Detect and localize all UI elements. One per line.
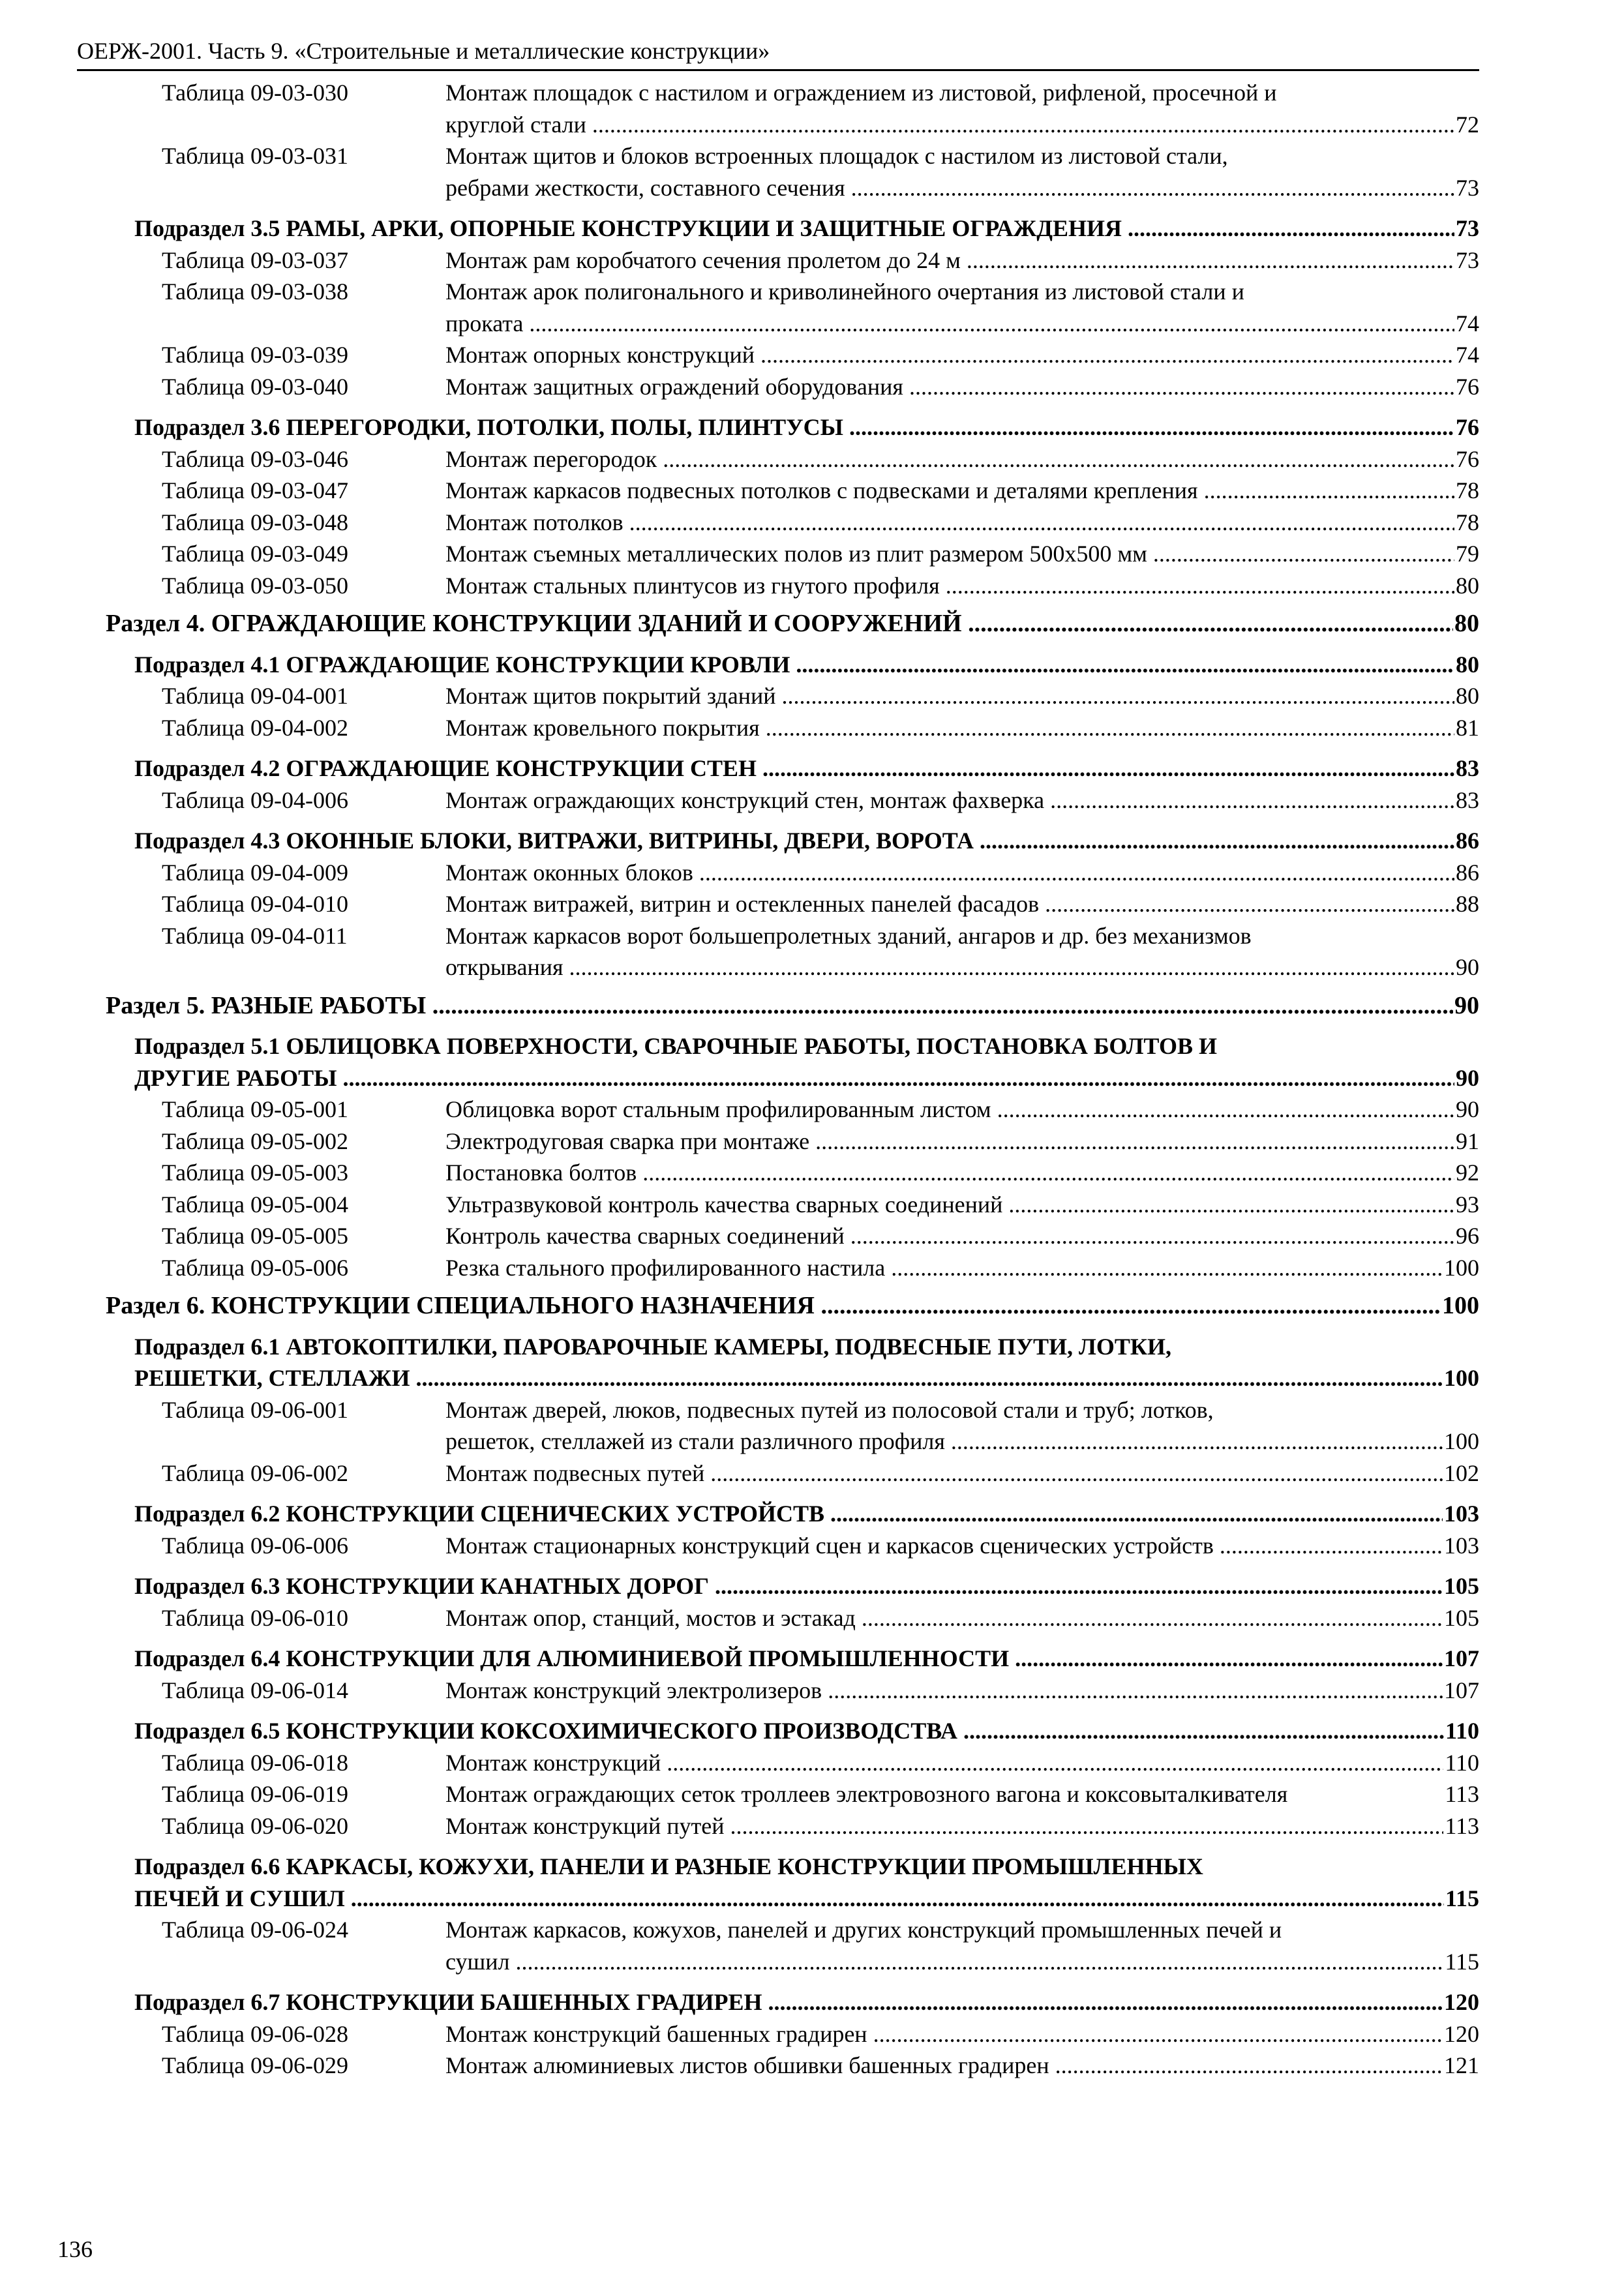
toc-table-entry[interactable] (77, 1914, 1479, 1946)
toc-entry-title: Монтаж арок полигонального и криволинейного очертания из листовой стали и (445, 278, 1244, 305)
toc-table-label: Таблица 09-04-010 (162, 891, 348, 917)
toc-table-entry-continuation[interactable] (77, 172, 1479, 204)
toc-table-label: Таблица 09-05-004 (162, 1191, 348, 1218)
toc-page-number: 80 (1456, 651, 1479, 678)
toc-table-entry[interactable] (77, 1810, 1479, 1842)
toc-page-number: 120 (1444, 2020, 1479, 2047)
toc-table-label: Таблица 09-06-019 (162, 1781, 348, 1807)
toc-entry-title: Монтаж конструкций электролизеров ..... (445, 1675, 1443, 1707)
toc-page-number: 91 (1456, 1128, 1479, 1154)
toc-table-label: Таблица 09-04-009 (162, 859, 348, 886)
toc-table-label: Таблица 09-03-046 (162, 445, 348, 472)
toc-entry-title: открывания ..... (445, 951, 1454, 983)
toc-entry-title: Электродуговая сварка при монтаже ..... (445, 1126, 1454, 1158)
toc-page-number: 115 (1445, 1885, 1479, 1911)
toc-page-number: 100 (1444, 1254, 1479, 1281)
toc-table-entry[interactable] (77, 77, 1479, 109)
toc-table-label: Таблица 09-06-018 (162, 1749, 348, 1776)
toc-entry-title: Резка стального профилированного настила ..... (445, 1252, 1443, 1284)
toc-table-label: Таблица 09-03-039 (162, 342, 348, 368)
toc-page-number: 93 (1456, 1191, 1479, 1218)
toc-table-entry[interactable] (77, 2050, 1479, 2082)
toc-entry-title: Ультразвуковой контроль качества сварных соединений ..... (445, 1189, 1454, 1221)
toc-entry-title: Монтаж каркасов подвесных потолков с подвесками и деталями крепления ..... (445, 475, 1454, 507)
toc-page-number: 72 (1456, 111, 1479, 138)
toc-table-label: Таблица 09-06-028 (162, 2020, 348, 2047)
toc-table-label: Таблица 09-03-030 (162, 80, 348, 106)
toc-table-entry-continuation[interactable] (77, 1426, 1479, 1458)
toc-entry-title: круглой стали ..... (445, 109, 1454, 141)
toc-table-entry[interactable] (77, 1458, 1479, 1489)
toc-section-entry[interactable] (77, 1290, 1479, 1322)
toc-subsection-title: ДРУГИЕ РАБОТЫ ..... (134, 1062, 1454, 1094)
toc-table-label: Таблица 09-03-050 (162, 572, 348, 599)
toc-page-number: 83 (1456, 755, 1479, 781)
toc-page-number: 76 (1456, 373, 1479, 400)
toc-entry-title: Облицовка ворот стальным профилированным листом ..... (445, 1094, 1454, 1126)
toc-subsection-entry[interactable] (77, 1715, 1479, 1747)
toc-page-number: 120 (1444, 1989, 1479, 2015)
toc-table-entry[interactable] (77, 475, 1479, 507)
toc-page-number: 76 (1456, 445, 1479, 472)
toc-table-entry[interactable] (77, 538, 1479, 570)
toc-subsection-title: Подраздел 6.7 КОНСТРУКЦИИ БАШЕННЫХ ГРАДИРЕН ..... (134, 1986, 1443, 2018)
toc-table-entry[interactable] (77, 888, 1479, 920)
toc-entry-title: проката ..... (445, 308, 1454, 340)
toc-section-title: Раздел 5. РАЗНЫЕ РАБОТЫ ..... (106, 990, 1453, 1022)
toc-table-entry[interactable] (77, 443, 1479, 475)
toc-subsection-entry[interactable] (77, 1498, 1479, 1530)
toc-page-number: 76 (1456, 414, 1479, 440)
toc-table-label: Таблица 09-03-040 (162, 373, 348, 400)
toc-entry-title: Монтаж дверей, люков, подвесных путей из полосовой стали и труб; лотков, (445, 1396, 1214, 1423)
toc-table-label: Таблица 09-03-037 (162, 247, 348, 273)
toc-page-number: 88 (1456, 891, 1479, 917)
toc-section-title: Раздел 6. КОНСТРУКЦИИ СПЕЦИАЛЬНОГО НАЗНАЧЕНИЯ ..... (106, 1290, 1441, 1322)
toc-subsection-title: Подраздел 6.2 КОНСТРУКЦИИ СЦЕНИЧЕСКИХ УСТРОЙСТВ ..... (134, 1498, 1443, 1530)
toc-page-number: 73 (1456, 215, 1479, 241)
toc-entry-title: сушил ..... (445, 1946, 1443, 1978)
toc-table-entry[interactable] (77, 245, 1479, 277)
toc-entry-title: Монтаж опор, станций, мостов и эстакад ..... (445, 1602, 1443, 1634)
toc-table-entry[interactable] (77, 1778, 1479, 1810)
toc-page-number: 100 (1442, 1292, 1479, 1319)
toc-subsection-title: Подраздел 6.3 КОНСТРУКЦИИ КАНАТНЫХ ДОРОГ ..... (134, 1570, 1443, 1602)
toc-entry-title: Монтаж защитных ограждений оборудования ..... (445, 371, 1454, 403)
toc-table-entry-continuation[interactable] (77, 951, 1479, 983)
toc-table-entry[interactable] (77, 2018, 1479, 2050)
toc-table-entry[interactable] (77, 1747, 1479, 1779)
toc-entry-title: Монтаж алюминиевых листов обшивки башенных градирен ..... (445, 2050, 1443, 2082)
toc-page-number: 115 (1445, 1948, 1479, 1975)
toc-table-entry[interactable] (77, 920, 1479, 952)
toc-table-label: Таблица 09-04-001 (162, 683, 348, 709)
toc-subsection-entry[interactable] (77, 1331, 1479, 1363)
toc-subsection-entry[interactable] (77, 1851, 1479, 1883)
toc-entry-title: Монтаж оконных блоков ..... (445, 857, 1454, 889)
toc-page-number: 78 (1456, 477, 1479, 503)
toc-entry-title: Постановка болтов ..... (445, 1157, 1454, 1189)
toc-subsection-entry[interactable] (77, 1030, 1479, 1062)
toc-subsection-entry[interactable] (77, 411, 1479, 443)
toc-table-label: Таблица 09-04-011 (162, 922, 348, 949)
toc-table-entry[interactable] (77, 1530, 1479, 1562)
toc-table-label: Таблица 09-06-002 (162, 1459, 348, 1486)
toc-table-entry[interactable] (77, 712, 1479, 744)
toc-table-label: Таблица 09-04-002 (162, 714, 348, 741)
toc-table-label: Таблица 09-06-006 (162, 1532, 348, 1559)
toc-entry-title: Монтаж конструкций башенных градирен ..... (445, 2018, 1443, 2050)
toc-table-entry[interactable] (77, 507, 1479, 539)
toc-page-number: 113 (1445, 1812, 1479, 1839)
toc-page-number: 100 (1444, 1365, 1479, 1391)
toc-table-entry-continuation[interactable] (77, 109, 1479, 141)
toc-subsection-title: Подраздел 3.5 РАМЫ, АРКИ, ОПОРНЫЕ КОНСТРУКЦИИ И ЗАЩИТНЫЕ ОГРАЖДЕНИЯ ..... (134, 213, 1454, 245)
toc-subsection-title: Подраздел 4.2 ОГРАЖДАЮЩИЕ КОНСТРУКЦИИ СТЕН ..... (134, 753, 1454, 785)
toc-subsection-entry[interactable] (77, 213, 1479, 245)
toc-page-number: 80 (1454, 610, 1479, 637)
toc-page-number: 90 (1456, 1064, 1479, 1091)
toc-table-entry[interactable] (77, 1394, 1479, 1426)
toc-table-entry[interactable] (77, 1189, 1479, 1221)
toc-page-number: 80 (1456, 572, 1479, 599)
toc-page-number: 96 (1456, 1223, 1479, 1249)
toc-page-number: 102 (1444, 1459, 1479, 1486)
toc-entry-title: Монтаж рам коробчатого сечения пролетом до 24 м ..... (445, 245, 1454, 277)
toc-table-entry[interactable] (77, 1220, 1479, 1252)
toc-subsection-title: Подраздел 3.6 ПЕРЕГОРОДКИ, ПОТОЛКИ, ПОЛЫ, ПЛИНТУСЫ ..... (134, 411, 1454, 443)
toc-page-number: 90 (1454, 991, 1479, 1019)
toc-subsection-entry[interactable] (77, 1062, 1479, 1094)
toc-table-label: Таблица 09-05-003 (162, 1159, 348, 1186)
page-number: 136 (57, 2236, 93, 2262)
toc-table-label: Таблица 09-06-014 (162, 1677, 348, 1703)
toc-page-number: 105 (1444, 1604, 1479, 1631)
toc-table-entry[interactable] (77, 680, 1479, 712)
toc-subsection-entry[interactable] (77, 1986, 1479, 2018)
toc-table-label: Таблица 09-03-049 (162, 541, 348, 567)
toc-entry-title: Монтаж площадок с настилом и ограждением из листовой, рифленой, просечной и (445, 80, 1277, 106)
toc-subsection-title: Подраздел 5.1 ОБЛИЦОВКА ПОВЕРХНОСТИ, СВАРОЧНЫЕ РАБОТЫ, ПОСТАНОВКА БОЛТОВ И (134, 1033, 1217, 1059)
toc-page-number: 74 (1456, 310, 1479, 337)
toc-page-number: 103 (1444, 1501, 1479, 1527)
toc-table-label: Таблица 09-03-048 (162, 509, 348, 535)
toc-table-entry[interactable] (77, 1252, 1479, 1284)
toc-table-entry[interactable] (77, 570, 1479, 602)
toc-entry-title: Монтаж ограждающих сеток троллеев электровозного вагона и коксовыталкивателя (445, 1781, 1288, 1807)
toc-table-entry[interactable] (77, 785, 1479, 816)
toc-table-label: Таблица 09-03-031 (162, 143, 348, 169)
toc-table-label: Таблица 09-06-029 (162, 2052, 348, 2078)
toc-table-entry[interactable] (77, 1602, 1479, 1634)
toc-subsection-title: ПЕЧЕЙ И СУШИЛ ..... (134, 1883, 1444, 1915)
toc-entry-title: Монтаж подвесных путей ..... (445, 1458, 1443, 1489)
toc-page-number: 121 (1444, 2052, 1479, 2078)
toc-table-label: Таблица 09-03-038 (162, 278, 348, 305)
toc-table-label: Таблица 09-05-002 (162, 1128, 348, 1154)
toc-page-number: 103 (1444, 1532, 1479, 1559)
toc-entry-title: Монтаж потолков ..... (445, 507, 1454, 539)
toc-entry-title: решеток, стеллажей из стали различного профиля ..... (445, 1426, 1443, 1458)
toc-page-number: 105 (1444, 1573, 1479, 1599)
table-of-contents (77, 77, 1479, 2082)
toc-table-entry[interactable] (77, 1094, 1479, 1126)
toc-page-number: 81 (1456, 714, 1479, 741)
toc-entry-title: Монтаж щитов покрытий зданий ..... (445, 680, 1454, 712)
toc-page-number: 79 (1456, 541, 1479, 567)
toc-table-entry[interactable] (77, 371, 1479, 403)
toc-page-number: 107 (1444, 1677, 1479, 1703)
toc-page-number: 74 (1456, 342, 1479, 368)
toc-entry-title: ребрами жесткости, составного сечения ..... (445, 172, 1454, 204)
page-header: ОЕРЖ-2001. Часть 9. «Строительные и металлические конструкции» (77, 34, 1479, 71)
toc-table-label: Таблица 09-06-024 (162, 1917, 348, 1943)
toc-page-number: 90 (1456, 1096, 1479, 1122)
toc-subsection-entry[interactable] (77, 825, 1479, 857)
toc-page-number: 83 (1456, 786, 1479, 813)
toc-entry-title: Монтаж перегородок ..... (445, 443, 1454, 475)
toc-page-number: 92 (1456, 1159, 1479, 1186)
toc-table-entry[interactable] (77, 1157, 1479, 1189)
toc-section-entry[interactable] (77, 608, 1479, 640)
toc-table-entry[interactable] (77, 339, 1479, 371)
toc-page-number: 86 (1456, 828, 1479, 854)
toc-entry-title: Монтаж каркасов, кожухов, панелей и других конструкций промышленных печей и (445, 1917, 1282, 1943)
toc-page-number: 100 (1444, 1428, 1479, 1454)
toc-table-label: Таблица 09-06-020 (162, 1812, 348, 1839)
toc-table-entry[interactable] (77, 276, 1479, 308)
toc-entry-title: Монтаж конструкций путей ..... (445, 1810, 1443, 1842)
toc-page-number: 110 (1445, 1749, 1479, 1776)
toc-entry-title: Монтаж конструкций ..... (445, 1747, 1443, 1779)
toc-table-label: Таблица 09-04-006 (162, 786, 348, 813)
toc-entry-title: Монтаж стационарных конструкций сцен и каркасов сценических устройств ..... (445, 1530, 1443, 1562)
toc-table-entry[interactable] (77, 140, 1479, 172)
toc-subsection-title: Подраздел 4.3 ОКОННЫЕ БЛОКИ, ВИТРАЖИ, ВИТРИНЫ, ДВЕРИ, ВОРОТА ..... (134, 825, 1454, 857)
toc-subsection-title: Подраздел 6.6 КАРКАСЫ, КОЖУХИ, ПАНЕЛИ И РАЗНЫЕ КОНСТРУКЦИИ ПРОМЫШЛЕННЫХ (134, 1853, 1203, 1879)
toc-table-entry[interactable] (77, 1675, 1479, 1707)
toc-subsection-title: Подраздел 4.1 ОГРАЖДАЮЩИЕ КОНСТРУКЦИИ КРОВЛИ ..... (134, 649, 1454, 681)
toc-table-entry[interactable] (77, 1126, 1479, 1158)
toc-entry-title: Монтаж кровельного покрытия ..... (445, 712, 1454, 744)
toc-entry-title: Монтаж съемных металлических полов из плит размером 500х500 мм ..... (445, 538, 1454, 570)
toc-page-number: 90 (1456, 954, 1479, 980)
toc-subsection-title: РЕШЕТКИ, СТЕЛЛАЖИ ..... (134, 1362, 1443, 1394)
toc-subsection-title: Подраздел 6.4 КОНСТРУКЦИИ ДЛЯ АЛЮМИНИЕВОЙ ПРОМЫШЛЕННОСТИ ..... (134, 1643, 1443, 1675)
toc-table-label: Таблица 09-05-005 (162, 1223, 348, 1249)
toc-section-entry[interactable] (77, 990, 1479, 1022)
toc-entry-title: Контроль качества сварных соединений ..... (445, 1220, 1454, 1252)
toc-entry-title: Монтаж стальных плинтусов из гнутого профиля ..... (445, 570, 1454, 602)
toc-page-number: 107 (1444, 1645, 1479, 1671)
toc-subsection-entry[interactable] (77, 1883, 1479, 1915)
toc-page-number: 113 (1445, 1781, 1479, 1807)
toc-page-number: 110 (1445, 1718, 1479, 1744)
toc-subsection-entry[interactable] (77, 1643, 1479, 1675)
toc-subsection-title: Подраздел 6.1 АВТОКОПТИЛКИ, ПАРОВАРОЧНЫЕ КАМЕРЫ, ПОДВЕСНЫЕ ПУТИ, ЛОТКИ, (134, 1333, 1171, 1360)
toc-subsection-entry[interactable] (77, 649, 1479, 681)
toc-page-number: 73 (1456, 247, 1479, 273)
toc-entry-title: Монтаж каркасов ворот большепролетных зданий, ангаров и др. без механизмов (445, 922, 1252, 949)
toc-entry-title: Монтаж витражей, витрин и остекленных панелей фасадов ..... (445, 888, 1454, 920)
toc-page-number: 86 (1456, 859, 1479, 886)
toc-entry-title: Монтаж ограждающих конструкций стен, монтаж фахверка ..... (445, 785, 1454, 816)
toc-subsection-entry[interactable] (77, 1570, 1479, 1602)
toc-section-title: Раздел 4. ОГРАЖДАЮЩИЕ КОНСТРУКЦИИ ЗДАНИЙ И СООРУЖЕНИЙ ..... (106, 608, 1453, 640)
toc-entry-title: Монтаж опорных конструкций ..... (445, 339, 1454, 371)
toc-subsection-entry[interactable] (77, 753, 1479, 785)
toc-page-number: 78 (1456, 509, 1479, 535)
toc-entry-title: Монтаж щитов и блоков встроенных площадок с настилом из листовой стали, (445, 143, 1228, 169)
toc-table-label: Таблица 09-05-001 (162, 1096, 348, 1122)
toc-table-label: Таблица 09-03-047 (162, 477, 348, 503)
toc-table-entry-continuation[interactable] (77, 308, 1479, 340)
toc-table-label: Таблица 09-05-006 (162, 1254, 348, 1281)
toc-page-number: 73 (1456, 174, 1479, 201)
toc-table-entry[interactable] (77, 857, 1479, 889)
toc-table-label: Таблица 09-06-010 (162, 1604, 348, 1631)
toc-subsection-title: Подраздел 6.5 КОНСТРУКЦИИ КОКСОХИМИЧЕСКОГО ПРОИЗВОДСТВА ..... (134, 1715, 1444, 1747)
toc-table-label: Таблица 09-06-001 (162, 1396, 348, 1423)
toc-table-entry-continuation[interactable] (77, 1946, 1479, 1978)
toc-page-number: 80 (1456, 683, 1479, 709)
toc-subsection-entry[interactable] (77, 1362, 1479, 1394)
